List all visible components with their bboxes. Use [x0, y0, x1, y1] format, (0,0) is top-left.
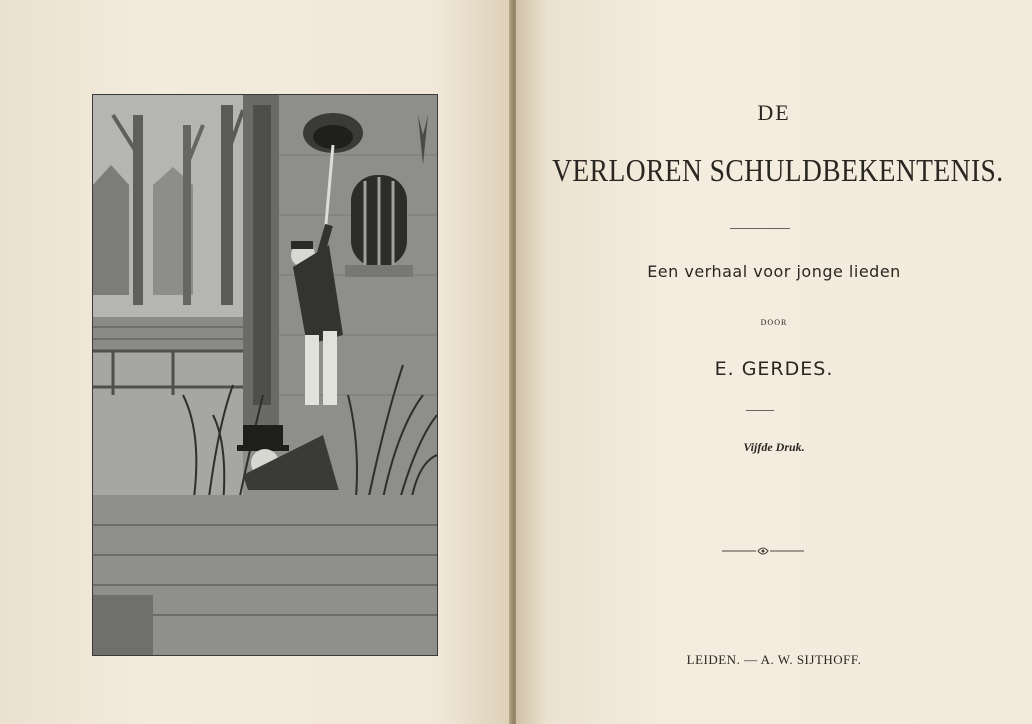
frontispiece-illustration	[92, 94, 438, 656]
illustration-drawing	[93, 95, 437, 655]
by-label: DOOR	[760, 318, 788, 327]
left-page	[0, 0, 512, 724]
publisher-line: LEIDEN. — A. W. SIJTHOFF.	[686, 652, 862, 667]
title-rule	[730, 228, 790, 229]
edition-label: Vijfde Druk.	[743, 440, 805, 454]
book-title: VERLOREN SCHULDBEKENTENIS.	[552, 152, 1004, 188]
author-name: E. GERDES.	[714, 358, 834, 380]
author-rule	[746, 410, 774, 411]
ornament-divider-icon	[722, 545, 804, 557]
title-article: DE	[757, 100, 791, 125]
title-page	[516, 0, 1032, 724]
book-subtitle: Een verhaal voor jonge lieden	[647, 262, 901, 281]
